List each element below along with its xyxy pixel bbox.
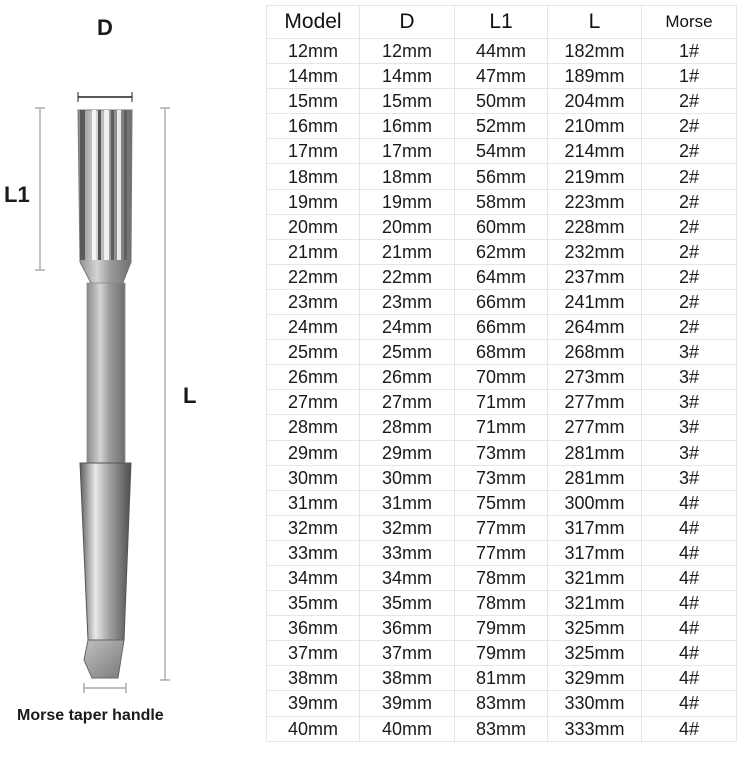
cell-l: 277mm — [548, 415, 642, 440]
cell-d: 36mm — [360, 616, 455, 641]
cell-l1: 52mm — [455, 114, 548, 139]
cell-morse: 2# — [642, 289, 737, 314]
cell-morse: 2# — [642, 239, 737, 264]
table-row — [267, 716, 737, 741]
cell-l1: 81mm — [455, 666, 548, 691]
cell-morse: 2# — [642, 214, 737, 239]
cell-model: 29mm — [267, 440, 360, 465]
cell-morse: 3# — [642, 340, 737, 365]
cell-l: 300mm — [548, 490, 642, 515]
cell-l1: 58mm — [455, 189, 548, 214]
cell-d: 22mm — [360, 264, 455, 289]
cell-l: 317mm — [548, 540, 642, 565]
cell-l1: 77mm — [455, 540, 548, 565]
cell-model: 25mm — [267, 340, 360, 365]
cell-l: 330mm — [548, 691, 642, 716]
cell-l: 237mm — [548, 264, 642, 289]
cell-l1: 83mm — [455, 716, 548, 741]
label-d: D — [97, 15, 113, 40]
cell-l: 228mm — [548, 214, 642, 239]
table-row — [267, 264, 737, 289]
cell-d: 40mm — [360, 716, 455, 741]
cell-l1: 78mm — [455, 591, 548, 616]
cell-l1: 47mm — [455, 64, 548, 89]
cell-model: 18mm — [267, 164, 360, 189]
table-row — [267, 114, 737, 139]
cell-l: 189mm — [548, 64, 642, 89]
cell-morse: 2# — [642, 189, 737, 214]
cell-l: 325mm — [548, 616, 642, 641]
header-l: L — [548, 6, 642, 39]
cell-l1: 79mm — [455, 641, 548, 666]
cell-model: 19mm — [267, 189, 360, 214]
cell-d: 21mm — [360, 239, 455, 264]
cell-d: 12mm — [360, 39, 455, 64]
header-l1: L1 — [455, 6, 548, 39]
tang-dimension-line — [84, 683, 126, 693]
cell-l1: 62mm — [455, 239, 548, 264]
l-dimension-line — [160, 108, 170, 680]
cell-d: 16mm — [360, 114, 455, 139]
cell-model: 14mm — [267, 64, 360, 89]
table-row — [267, 239, 737, 264]
cell-d: 17mm — [360, 139, 455, 164]
cell-l1: 73mm — [455, 465, 548, 490]
cell-d: 39mm — [360, 691, 455, 716]
cell-d: 27mm — [360, 390, 455, 415]
cell-model: 31mm — [267, 490, 360, 515]
cell-l1: 66mm — [455, 315, 548, 340]
cell-l: 214mm — [548, 139, 642, 164]
cell-model: 20mm — [267, 214, 360, 239]
cell-morse: 3# — [642, 390, 737, 415]
spec-table — [266, 5, 737, 742]
cell-morse: 4# — [642, 691, 737, 716]
cell-model: 12mm — [267, 39, 360, 64]
table-row — [267, 490, 737, 515]
cell-l1: 75mm — [455, 490, 548, 515]
cell-l1: 83mm — [455, 691, 548, 716]
cell-d: 23mm — [360, 289, 455, 314]
cell-l1: 64mm — [455, 264, 548, 289]
table-row — [267, 616, 737, 641]
cell-d: 38mm — [360, 666, 455, 691]
header-row — [267, 6, 737, 39]
table-row — [267, 64, 737, 89]
cell-l: 321mm — [548, 565, 642, 590]
d-dimension-line — [78, 92, 132, 102]
cell-l: 210mm — [548, 114, 642, 139]
cell-l1: 71mm — [455, 390, 548, 415]
reamer-diagram — [0, 0, 265, 765]
table-row — [267, 340, 737, 365]
cell-model: 35mm — [267, 591, 360, 616]
cell-l: 325mm — [548, 641, 642, 666]
cell-l1: 79mm — [455, 616, 548, 641]
cell-morse: 3# — [642, 415, 737, 440]
cell-l: 219mm — [548, 164, 642, 189]
header-model: Model — [267, 6, 360, 39]
cell-l1: 71mm — [455, 415, 548, 440]
l1-dimension-line — [35, 108, 45, 270]
cell-model: 21mm — [267, 239, 360, 264]
cell-morse: 2# — [642, 89, 737, 114]
cell-l: 329mm — [548, 666, 642, 691]
cell-d: 32mm — [360, 515, 455, 540]
cell-model: 36mm — [267, 616, 360, 641]
table-row — [267, 440, 737, 465]
diagram-caption: Morse taper handle — [17, 707, 164, 724]
header-d: D — [360, 6, 455, 39]
table-row — [267, 139, 737, 164]
cell-morse: 3# — [642, 465, 737, 490]
cell-l: 333mm — [548, 716, 642, 741]
cell-model: 37mm — [267, 641, 360, 666]
cell-model: 24mm — [267, 315, 360, 340]
label-l1: L1 — [4, 182, 30, 207]
cell-l: 281mm — [548, 465, 642, 490]
cell-model: 16mm — [267, 114, 360, 139]
cell-l1: 56mm — [455, 164, 548, 189]
cell-morse: 4# — [642, 565, 737, 590]
cell-morse: 2# — [642, 139, 737, 164]
cell-model: 39mm — [267, 691, 360, 716]
table-row — [267, 641, 737, 666]
table-row — [267, 591, 737, 616]
cell-model: 30mm — [267, 465, 360, 490]
header-morse: Morse — [642, 6, 737, 39]
cell-morse: 3# — [642, 440, 737, 465]
fluted-cutting-section — [78, 110, 132, 285]
cell-l: 264mm — [548, 315, 642, 340]
cell-morse: 4# — [642, 716, 737, 741]
cell-d: 33mm — [360, 540, 455, 565]
cell-d: 19mm — [360, 189, 455, 214]
cell-morse: 2# — [642, 264, 737, 289]
cell-d: 15mm — [360, 89, 455, 114]
cell-l: 277mm — [548, 390, 642, 415]
cell-d: 20mm — [360, 214, 455, 239]
cell-morse: 1# — [642, 64, 737, 89]
table-row — [267, 289, 737, 314]
cell-morse: 4# — [642, 515, 737, 540]
table-row — [267, 540, 737, 565]
cell-morse: 4# — [642, 616, 737, 641]
cell-l1: 68mm — [455, 340, 548, 365]
cell-morse: 2# — [642, 164, 737, 189]
cell-morse: 4# — [642, 490, 737, 515]
cell-morse: 2# — [642, 114, 737, 139]
cell-model: 34mm — [267, 565, 360, 590]
cell-l: 317mm — [548, 515, 642, 540]
table-row — [267, 189, 737, 214]
cell-l1: 44mm — [455, 39, 548, 64]
morse-taper — [80, 463, 131, 640]
cell-morse: 4# — [642, 591, 737, 616]
cell-l1: 66mm — [455, 289, 548, 314]
cell-d: 31mm — [360, 490, 455, 515]
table-row — [267, 164, 737, 189]
reamer-illustration — [0, 0, 265, 765]
cell-d: 28mm — [360, 415, 455, 440]
cell-model: 23mm — [267, 289, 360, 314]
cell-model: 17mm — [267, 139, 360, 164]
table-row — [267, 214, 737, 239]
cell-model: 27mm — [267, 390, 360, 415]
straight-shank — [87, 283, 125, 463]
cell-morse: 2# — [642, 315, 737, 340]
cell-model: 40mm — [267, 716, 360, 741]
cell-morse: 4# — [642, 641, 737, 666]
table-body — [267, 39, 737, 742]
label-l: L — [183, 383, 197, 408]
cell-morse: 3# — [642, 365, 737, 390]
cell-d: 29mm — [360, 440, 455, 465]
cell-l: 232mm — [548, 239, 642, 264]
cell-l1: 77mm — [455, 515, 548, 540]
cell-model: 38mm — [267, 666, 360, 691]
cell-l1: 60mm — [455, 214, 548, 239]
cell-d: 14mm — [360, 64, 455, 89]
cell-d: 26mm — [360, 365, 455, 390]
cell-l: 204mm — [548, 89, 642, 114]
cell-model: 15mm — [267, 89, 360, 114]
cell-d: 30mm — [360, 465, 455, 490]
cell-d: 34mm — [360, 565, 455, 590]
table-row — [267, 666, 737, 691]
cell-morse: 1# — [642, 39, 737, 64]
table-row — [267, 565, 737, 590]
cell-l: 281mm — [548, 440, 642, 465]
cell-model: 22mm — [267, 264, 360, 289]
cell-l1: 54mm — [455, 139, 548, 164]
cell-d: 24mm — [360, 315, 455, 340]
table-row — [267, 365, 737, 390]
cell-l: 321mm — [548, 591, 642, 616]
cell-l: 223mm — [548, 189, 642, 214]
cell-d: 25mm — [360, 340, 455, 365]
cell-morse: 4# — [642, 540, 737, 565]
cell-l: 268mm — [548, 340, 642, 365]
cell-model: 33mm — [267, 540, 360, 565]
cell-l: 182mm — [548, 39, 642, 64]
cell-l1: 70mm — [455, 365, 548, 390]
cell-d: 18mm — [360, 164, 455, 189]
table-row — [267, 39, 737, 64]
cell-l1: 78mm — [455, 565, 548, 590]
cell-l: 241mm — [548, 289, 642, 314]
tang — [84, 640, 124, 678]
table-row — [267, 315, 737, 340]
table-row — [267, 465, 737, 490]
cell-model: 26mm — [267, 365, 360, 390]
cell-l1: 50mm — [455, 89, 548, 114]
table-row — [267, 515, 737, 540]
cell-morse: 4# — [642, 666, 737, 691]
cell-d: 37mm — [360, 641, 455, 666]
table-row — [267, 89, 737, 114]
cell-model: 28mm — [267, 415, 360, 440]
cell-l: 273mm — [548, 365, 642, 390]
table-row — [267, 390, 737, 415]
cell-l1: 73mm — [455, 440, 548, 465]
table-row — [267, 415, 737, 440]
cell-d: 35mm — [360, 591, 455, 616]
table-row — [267, 691, 737, 716]
cell-model: 32mm — [267, 515, 360, 540]
